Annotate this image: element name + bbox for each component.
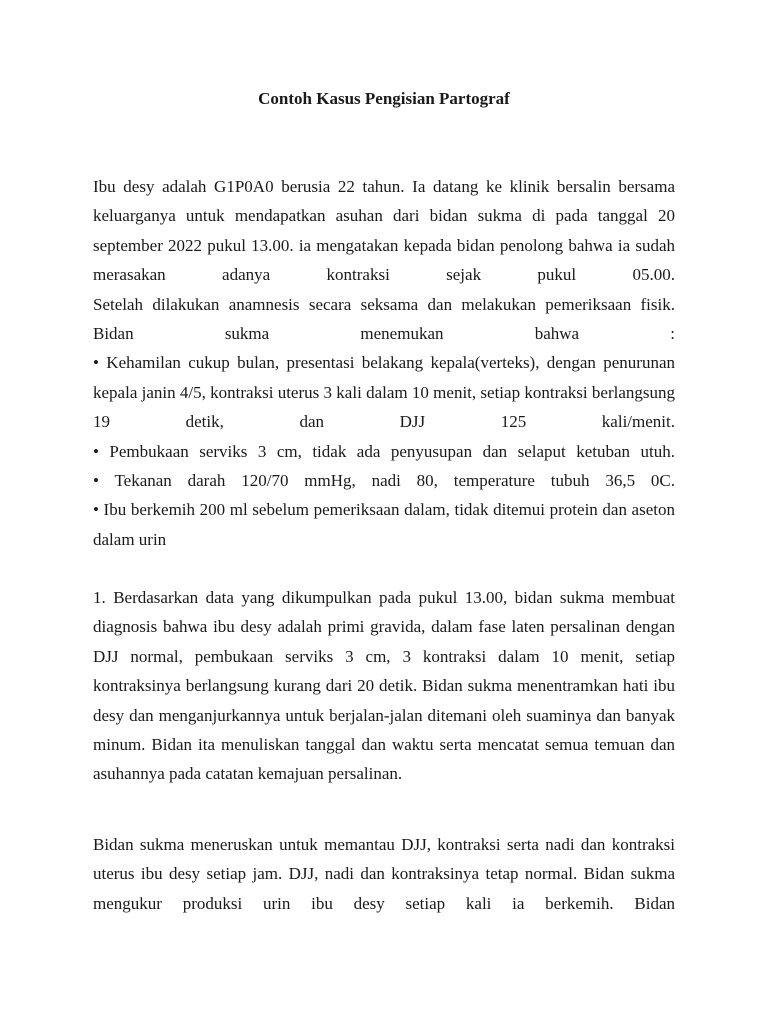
case-examination: Setelah dilakukan anamnesis secara seksama dan melakukan pemeriksaan fisik. Bidan sukma menemukan bahwa : bbox=[93, 294, 675, 344]
finding-pregnancy: • Kehamilan cukup bulan, presentasi belakang kepala(verteks), dengan penurunan kepala janin 4/5, kontraksi uterus 3 kali dalam 10 menit, setiap kontraksi berlangsung 19 detik, dan DJJ 125 kali/menit. bbox=[93, 353, 675, 432]
diagnosis-paragraph bbox=[93, 583, 675, 789]
finding-urine: • Ibu berkemih 200 ml sebelum pemeriksaan dalam, tidak ditemui protein dan aseton dalam urin bbox=[93, 500, 675, 549]
case-intro: Ibu desy adalah G1P0A0 berusia 22 tahun. Ia datang ke klinik bersalin bersama keluarganya untuk mendapatkan asuhan dari bidan sukma di pada tanggal 20 september 2022 pukul 13.00. ia mengatakan kepada bidan penolong bahwa ia sudah merasakan adanya kontraksi sejak pukul 05.00. bbox=[93, 177, 675, 285]
diagnosis-text: 1. Berdasarkan data yang dikumpulkan pada pukul 13.00, bidan sukma membuat diagnosis bahwa ibu desy adalah primi gravida, dalam fase laten persalinan dengan DJJ normal, pembukaan serviks 3 cm, 3 kontraksi dalam 10 menit, setiap kontraksinya berlangsung kurang dari 20 detik. Bidan sukma menentramkan hati ibu desy dan menganjurkannya untuk berjalan-jalan ditemani oleh suaminya dan banyak minum. Bidan ita menuliskan tanggal dan waktu serta mencatat semua temuan dan asuhannya pada catatan kemajuan persalinan. bbox=[93, 588, 675, 784]
monitoring-paragraph bbox=[93, 830, 675, 918]
document-title: Contoh Kasus Pengisian Partograf bbox=[258, 89, 510, 108]
finding-vitals: • Tekanan darah 120/70 mmHg, nadi 80, temperature tubuh 36,5 0C. bbox=[93, 471, 675, 491]
monitoring-text: Bidan sukma meneruskan untuk memantau DJJ, kontraksi serta nadi dan kontraksi uterus ibu desy setiap jam. DJJ, nadi dan kontraksinya tetap normal. Bidan sukma mengukur produksi urin ibu desy setiap kali ia berkemih. Bidan bbox=[93, 835, 675, 913]
finding-cervix: • Pembukaan serviks 3 cm, tidak ada penyusupan dan selaput ketuban utuh. bbox=[93, 441, 675, 461]
case-description bbox=[93, 172, 675, 554]
